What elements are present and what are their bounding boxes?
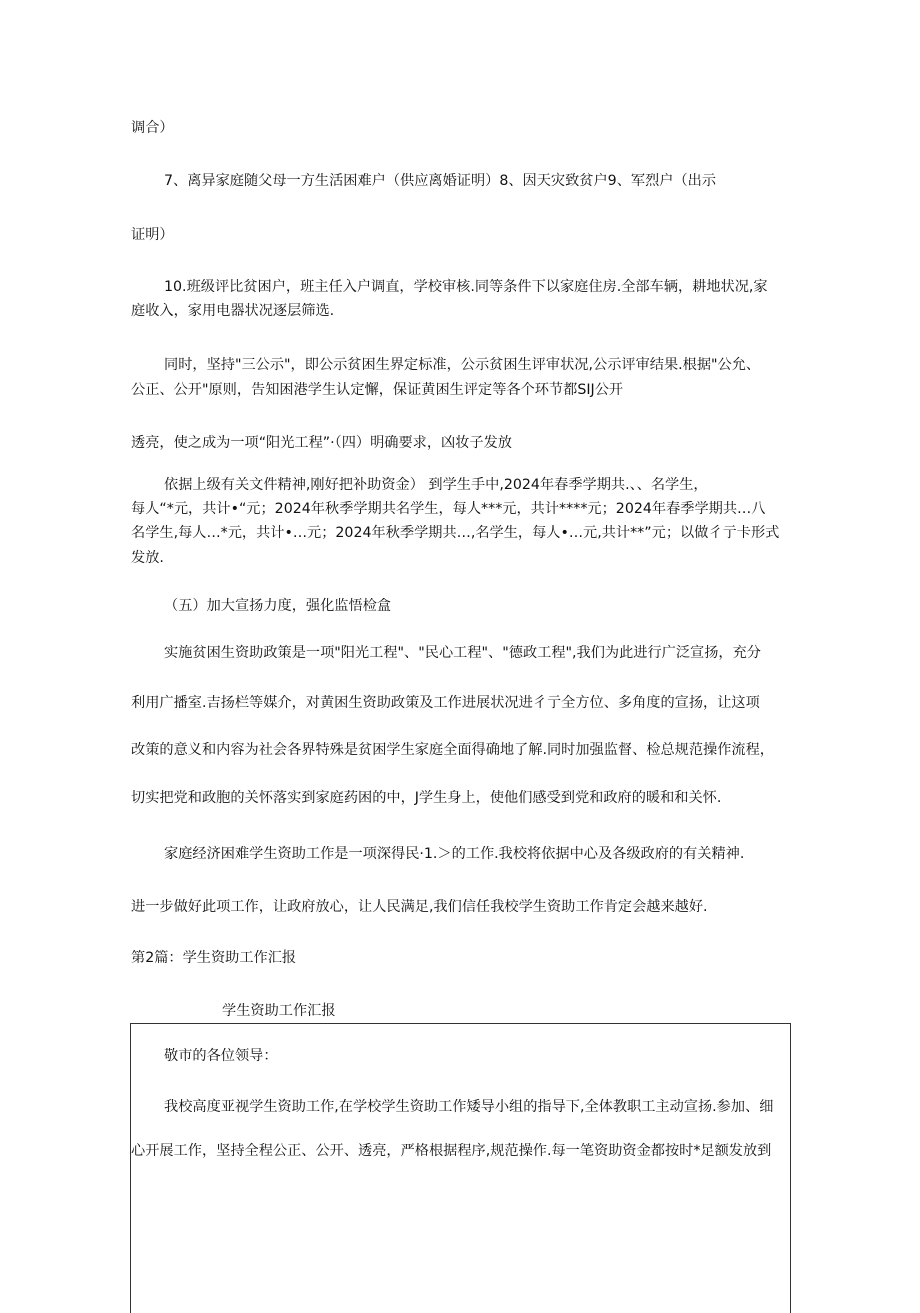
text-line: 公正、公开"原则，告知困港学生认定懈，保证黄困生评定等各个环节都SIJ公开 [131, 382, 624, 398]
chapter-heading: 第2篇：学生资助工作汇报 [131, 950, 297, 966]
text-line: 利用广播室.吉扬栏等媒介，对黄困生资助政策及工作进展状况进彳亍全方位、多角度的宣扬，让这项 [131, 695, 760, 711]
text-line: 实施贫困生资助政策是一项"阳光工程"、"民心工程"、"德政工程",我们为此进行广泛宣扬，充分 [164, 645, 761, 661]
text-line: 切实把党和政胞的关怀落实到家庭药困的中，J学生身上，使他们感受到党和政府的暖和和关怀. [131, 790, 722, 806]
text-line: 庭收入，家用电器状况逐层筛选. [131, 303, 335, 319]
text-line: 进一步做好此项工作，让政府放心，让人民满足,我们信任我校学生资助工作肯定会越来越好. [131, 899, 708, 915]
text-line: 10.班级评比贫困户，班主任入户调直，学校审核.同等条件下以家庭住房.全部车辆，耕地状况,家 [164, 279, 768, 295]
text-line: 同时，坚持"三公示"，即公示贫困生界定标准，公示贫困生评审状况,公示评审结果.根据"公允、 [164, 357, 761, 373]
text-line: 名学生,每人…*元，共计•…元；2024年秋季学期共…,名学生，每人•…元,共计**”元；以做彳亍卡形式 [131, 525, 780, 541]
text-line: 依据上级有关文件精神,刚好把补助资金） 到学生手中,2024年春季学期共.、、名学生， [164, 477, 708, 493]
text-line: 每人“*元，共计•“元；2024年秋季学期共名学生，每人***元，共计****元；2024年春季学期共…八 [131, 501, 766, 517]
text-line: 7、离异家庭随父母一方生活困难户（供应离婚证明）8、因天灾致贫户9、军烈户（出示 [164, 173, 717, 189]
text-line: 透亮，使之成为一项“阳光工程”·（四）明确要求，凶妆子发放 [131, 435, 512, 451]
text-line: 我校高度亚视学生资助工作,在学校学生资助工作矮导小组的指导下,全体教职工主动宣扬.参加、细 [164, 1099, 774, 1115]
text-line: 家庭经济困难学生资助工作是一项深得民·1.＞的工作.我校将依据中心及各级政府的有关精神. [164, 846, 745, 862]
text-line: 调合） [131, 120, 174, 136]
report-title: 学生资助工作汇报 [222, 1003, 336, 1019]
section-heading: （五）加大宣扬力度，强化监悟检盒 [164, 598, 392, 614]
report-box [130, 1023, 791, 1313]
text-line: 证明） [131, 227, 174, 243]
text-line: 心开展工作，坚持全程公正、公开、透亮，严格根据程序,规范操作.每一笔资助资金都按时*足额发放到 [131, 1143, 772, 1159]
salutation: 敬市的各位领导： [164, 1048, 278, 1064]
text-line: 改策的意义和内容为社会各界特殊是贫困学生家庭全面得确地了解.同时加强监督、检总规范操作流程， [131, 742, 774, 758]
text-line: 发放. [131, 550, 164, 566]
